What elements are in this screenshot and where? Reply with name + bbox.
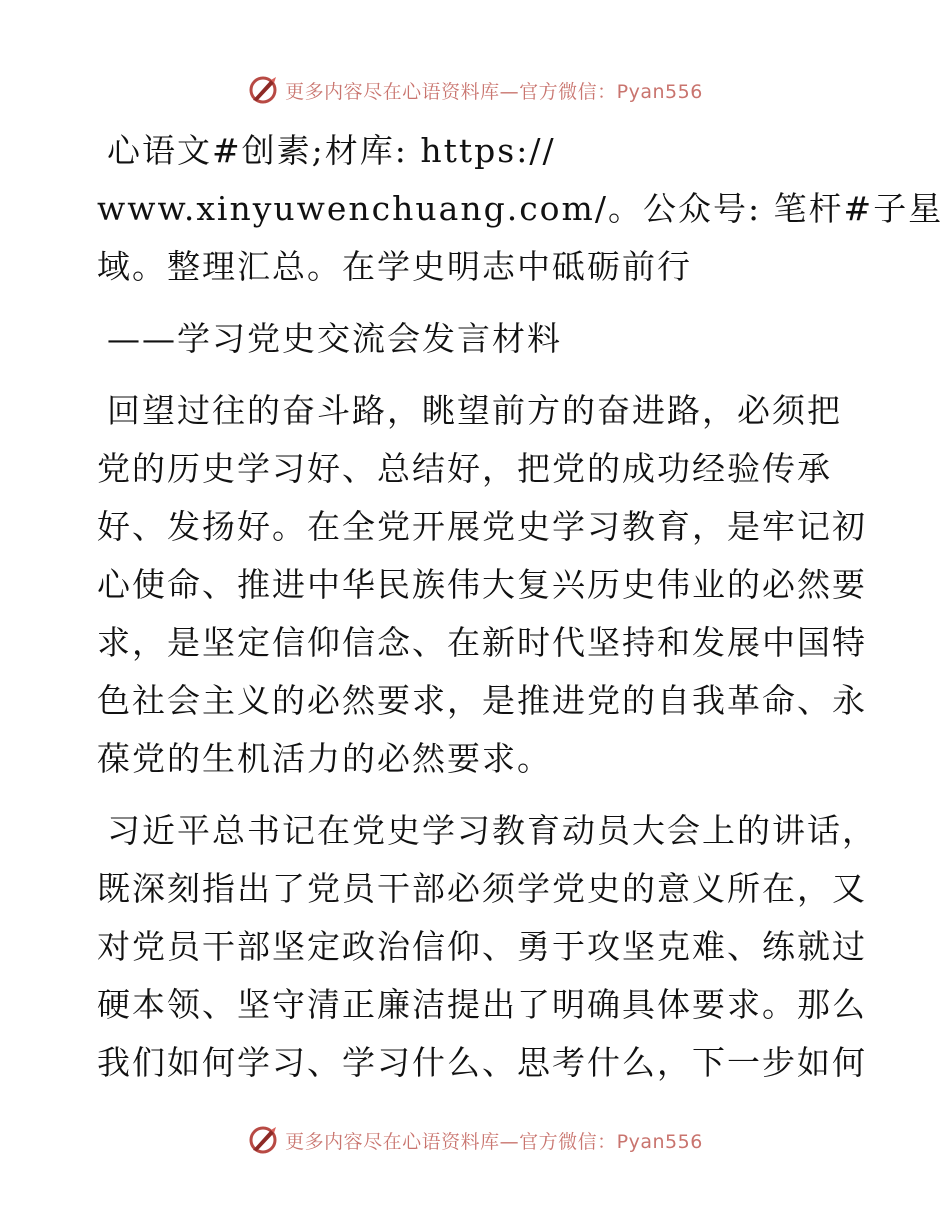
paragraph-line: 色社会主义的必然要求，是推进党的自我革命、永 bbox=[97, 681, 867, 720]
watermark-text: 更多内容尽在心语资料库—官方微信：Pyan556 bbox=[285, 80, 703, 103]
document-header bbox=[97, 122, 944, 368]
paragraph-line: 习近平总书记在党史学习教育动员大会上的讲话， bbox=[107, 811, 877, 850]
paragraph-2 bbox=[97, 802, 877, 1092]
paragraph-line: 对党员干部坚定政治信仰、勇于攻坚克难、练就过 bbox=[97, 927, 867, 966]
header-line: 心语文#创素;材库: https:// bbox=[107, 131, 556, 170]
document-body bbox=[97, 122, 944, 1092]
top-watermark-banner bbox=[0, 70, 950, 110]
subtitle-line: ——学习党史交流会发言材料 bbox=[107, 319, 562, 358]
paragraph-line: 硬本领、坚守清正廉洁提出了明确具体要求。那么 bbox=[97, 985, 867, 1024]
paragraph-line: 好、发扬好。在全党开展党史学习教育，是牢记初 bbox=[97, 507, 867, 546]
paragraph-line: 心使命、推进中华民族伟大复兴历史伟业的必然要 bbox=[97, 565, 867, 604]
paragraph-line: 既深刻指出了党员干部必须学党史的意义所在，又 bbox=[97, 869, 867, 908]
bottom-watermark-banner bbox=[0, 1120, 950, 1160]
paragraph-line: 我们如何学习、学习什么、思考什么，下一步如何 bbox=[97, 1043, 867, 1082]
watermark-text: 更多内容尽在心语资料库—官方微信：Pyan556 bbox=[285, 1130, 703, 1153]
quill-pen-circle-icon bbox=[247, 74, 279, 106]
paragraph-line: 党的历史学习好、总结好，把党的成功经验传承 bbox=[97, 449, 832, 488]
paragraph-line: 求，是坚定信仰信念、在新时代坚持和发展中国特 bbox=[97, 623, 867, 662]
paragraph-line: 回望过往的奋斗路，眺望前方的奋进路，必须把 bbox=[107, 391, 842, 430]
header-line: www.xinyuwenchuang.com/。公众号: 笔杆#子星 bbox=[97, 189, 944, 228]
paragraph-1 bbox=[97, 382, 867, 788]
quill-pen-circle-icon bbox=[247, 1124, 279, 1156]
header-line: 域。整理汇总。在学史明志中砥砺前行 bbox=[97, 247, 692, 286]
paragraph-line: 葆党的生机活力的必然要求。 bbox=[97, 739, 552, 778]
